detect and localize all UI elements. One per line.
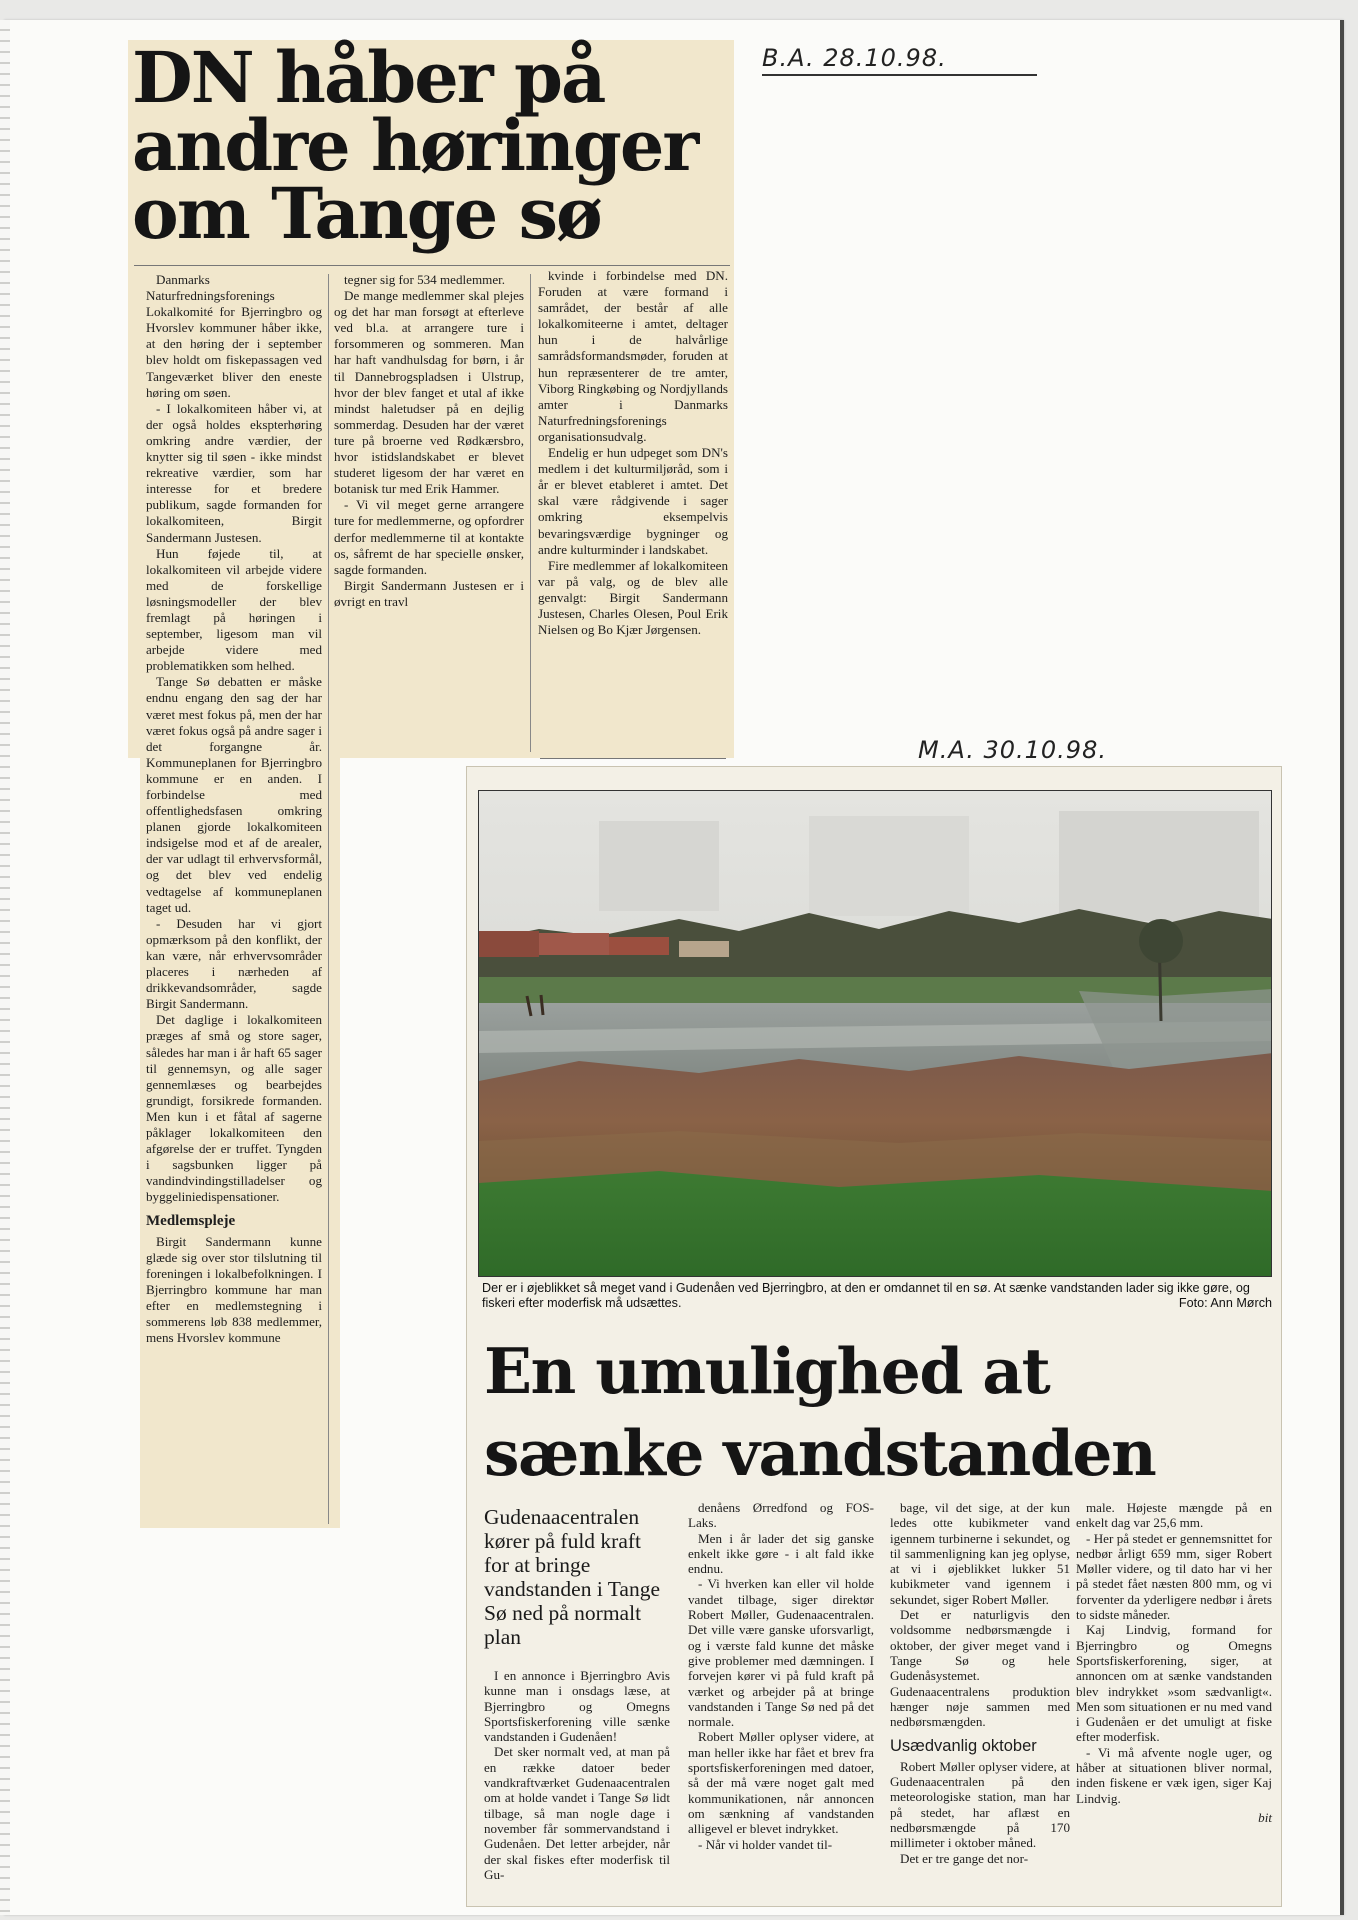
page-binding-edge: [0, 20, 10, 1915]
article-end-rule: [540, 758, 726, 759]
paragraph: Birgit Sandermann kunne glæde sig over stor tilslutning til foreningen i lokalbefolkningen. I Bjerringbro kommune har man efter en medlemstegning i sommerens løb 838 medlemmer, mens Hvorslev kommune: [146, 1233, 322, 1346]
paragraph: Hun føjede til, at lokalkomiteen vil arbejde videre med de forskellige løsningsmodeller der blev fremlagt på høringen i september, ligesom man vil arbejde videre med problematikken som helhed.: [146, 545, 322, 674]
handwritten-date-note-2: M.A. 30.10.98.: [918, 736, 1107, 764]
paragraph: - I lokalkomiteen håber vi, at der også holdes ekspterhøring omkring andre værdier, der knytter sig til søen - ikke mindst rekreative værdier, som har interesse for et bredere publikum, sagde formanden for lokalkomiteen, Birgit Sandermann Justesen.: [146, 400, 322, 545]
column-divider: [328, 274, 329, 1524]
paragraph: male. Højeste mængde på en enkelt dag var 25,6 mm.: [1076, 1500, 1272, 1531]
article-1-column-2: [334, 272, 524, 610]
paragraph: - Desuden har vi gjort opmærksom på den konflikt, der kan være, når erhvervsområder placeres i nærheden af drikkevandsområder, sagde Birgit Sandermann.: [146, 915, 322, 1012]
paragraph: - Vi må afvente nogle uger, og håber at situationen bliver normal, inden fiskene er væk igen, siger Kaj Lindvig.: [1076, 1744, 1272, 1806]
flooded-river-photo: [478, 790, 1272, 1277]
paragraph: Det er naturligvis den voldsomme nedbørsmængde i oktober, der giver meget vand i Tange Sø og hele Gudenåsystemet. Gudenaacentralens produktion hænger nøje sammen med nedbørsmængden.: [890, 1607, 1070, 1730]
paragraph: Det daglige i lokalkomiteen præges af små og store sager, således har man i år haft 65 sager til gennemsyn, og alle sager gennemlæses og bearbejdes grundigt, forsikrede formanden. Men kun i et fåtal af sagerne påklager lokalkomiteen den afgørelse der er truffet. Tyngden i sagsbunken ligger på vandindvindingstilladelser og byggeliniedispensationer.: [146, 1012, 322, 1205]
author-signature: bit: [1258, 1809, 1272, 1825]
paragraph: Danmarks Naturfredningsforenings Lokalkomité for Bjerringbro og Hvorslev kommuner håber ikke, at den høring der i september blev holdt om fiskepassagen ved Tangeværket bliver den eneste høring om søen.: [146, 272, 322, 400]
article-2-subheading: Usædvanlig oktober: [890, 1737, 1037, 1756]
paragraph: bage, vil det sige, at der kun ledes otte kubikmeter vand igennem turbinerne i sekundet, og til sammenligning kan jeg oplyse, at vi i øjeblikket lukker 51 kubikmeter vand igennem i sekundet, siger Robert Møller.: [890, 1500, 1070, 1607]
article-1-column-1: [146, 272, 322, 1346]
headline-rule: [134, 265, 730, 266]
paragraph: - Her på stedet er gennemsnittet for nedbør årligt 659 mm, siger Robert Møller videre, og til dato har vi her på stedet fået næsten 800 mm, og vi forventer da yderligere nedbør i årets to sidste måneder.: [1076, 1530, 1272, 1623]
paragraph: - Når vi holder vandet til-: [698, 1836, 833, 1852]
paragraph: tegner sig for 534 medlemmer.: [344, 272, 506, 287]
paragraph: Det sker normalt ved, at man på en række datoer beder vandkraftværket Gudenaacentralen om at holde vandet i Tange Sø lidt tilbage, så man nogle dage i november får sommervandstand i Gudenåen. Det letter arbejder, når der skal fiskes efter moderfisk til Gu-: [484, 1744, 670, 1882]
article-2-column-4: [1076, 1500, 1272, 1825]
column-divider: [530, 274, 531, 752]
article-1-subheading: Medlemspleje: [146, 1213, 236, 1230]
paragraph: Det er tre gange det nor-: [900, 1850, 1029, 1866]
article-2-column-2: [688, 1500, 874, 1852]
paragraph: Men i år lader det sig ganske enkelt ikke gøre - i alt fald ikke endnu.: [688, 1530, 874, 1577]
photo-credit: Foto: Ann Mørch: [1178, 1296, 1272, 1310]
paragraph: I en annonce i Bjerringbro Avis kunne man i onsdags læse, at Bjerringbro og Omegns Sportsfiskerforening ville sænke vandstanden i Gudenåen!: [484, 1668, 670, 1745]
article-2-column-3: [890, 1500, 1070, 1866]
paragraph: kvinde i forbindelse med DN. Foruden at være formand i samrådet, der består af alle lokalkomiteerne i amtet, deltager hun i de halvårlige samrådsformandsmøder, foruden at hun repræsenterer de tre amter, Viborg Ringkøbing og Nordjyllands amter i Danmarks Naturfredningsforenings organisationsudvalg.: [538, 268, 728, 444]
paragraph: - Vi hverken kan eller vil holde vandet tilbage, siger direktør Robert Møller, Gudenaacentralen. Det ville være ganske uforsvarligt, og i værste fald kunne det måske give problemer med dæmningen. I forvejen kører vi på fuld kraft på værket og arbejder på at bringe vandstanden i Tange Sø ned på det normale.: [688, 1576, 874, 1730]
paragraph: Robert Møller oplyser videre, at man heller ikke har fået et brev fra sportsfiskerforeningen med datoer, så der må være noget galt med kommunikationen, når annoncen om sænkning af vandstanden alligevel er blevet indrykket.: [688, 1729, 874, 1837]
article-2-column-1: [484, 1668, 670, 1882]
paragraph: Fire medlemmer af lokalkomiteen var på valg, og de blev alle genvalgt: Birgit Sandermann Justesen, Charles Olesen, Poul Erik Nielsen og Bo Kjær Jørgensen.: [538, 557, 728, 638]
paragraph: Tange Sø debatten er måske endnu engang den sag der har været mest fokus på, men der har været fokus også på andre sager i det forgangne år. Kommuneplanen for Bjerringbro kommune er en anden. I forbindelse med offentlighedsfasen omkring planen gjorde lokalkomiteen indsigelse mod et af de arealer, der var udlagt til erhvervsformål, og det blev ved endelig vedtagelse af kommuneplanen taget ud.: [146, 674, 322, 915]
paragraph: Endelig er hun udpeget som DN's medlem i det kulturmiljøråd, som i år er blevet etableret i amtet. Det skal være rådgivende i sager omkring eksempelvis bevaringsværdige bygninger og andre kulturminder i landskabet.: [538, 445, 728, 557]
photo-illustration: [479, 791, 1272, 1277]
paragraph: - Vi vil meget gerne arrangere ture for medlemmerne, og opfordrer derfor medlemmerne til at kontakte os, såfremt de har specielle ønsker, sagde formanden.: [334, 497, 524, 577]
caption-text: Der er i øjeblikket så meget vand i Gudenåen ved Bjerringbro, at den er omdannet til en sø. At sænke vandstanden lader sig ikke gøre, og fiskeri efter moderfisk må udsættes.: [482, 1281, 1250, 1310]
paragraph: denåens Ørredfond og FOS-Laks.: [688, 1500, 874, 1531]
photo-caption: [482, 1281, 1272, 1311]
handwritten-date-note-1: B.A. 28.10.98.: [762, 44, 1037, 76]
article-1-column-3: [538, 268, 728, 638]
article-2-headline: En umulighed at sænke vandstanden: [484, 1334, 1156, 1490]
paragraph: Kaj Lindvig, formand for Bjerringbro og Omegns Sportsfiskerforening, siger, at annoncen om at sænke vandstanden blev indrykket »som sædvanligt«. Men som situationen er nu med vand i Gudenåen er det umuligt at fiske efter moderfisk.: [1076, 1622, 1272, 1745]
article-1-headline: DN håber på andre høringer om Tange sø: [132, 36, 698, 255]
paragraph: Birgit Sandermann Justesen er i øvrigt en travl: [334, 577, 524, 609]
paragraph: De mange medlemmer skal plejes og det har man forsøgt at efterleve ved bl.a. at arrangere ture i forsommeren og sommeren. Man har haft vandhulsdag for børn, i år til Dannebrogspladsen i Ulstrup, hvor der blev fanget et utal af ikke mindst haletudser på en dejlig sommerdag. Desuden har der været ture på broerne ved Rødkærsbro, hvor istidslandskabet er blevet studeret ligesom der har været en botanisk tur med Erik Hammer.: [334, 288, 524, 497]
article-2-lead: Gudenaacentralen kører på fuld kraft for at bringe vandstanden i Tange Sø ned på normalt plan: [484, 1505, 661, 1649]
paragraph: Robert Møller oplyser videre, at Gudenaacentralen på den meteorologiske station, man har på stedet, har aflæst en nedbørsmængde på 170 millimeter i oktober måned.: [890, 1758, 1070, 1851]
